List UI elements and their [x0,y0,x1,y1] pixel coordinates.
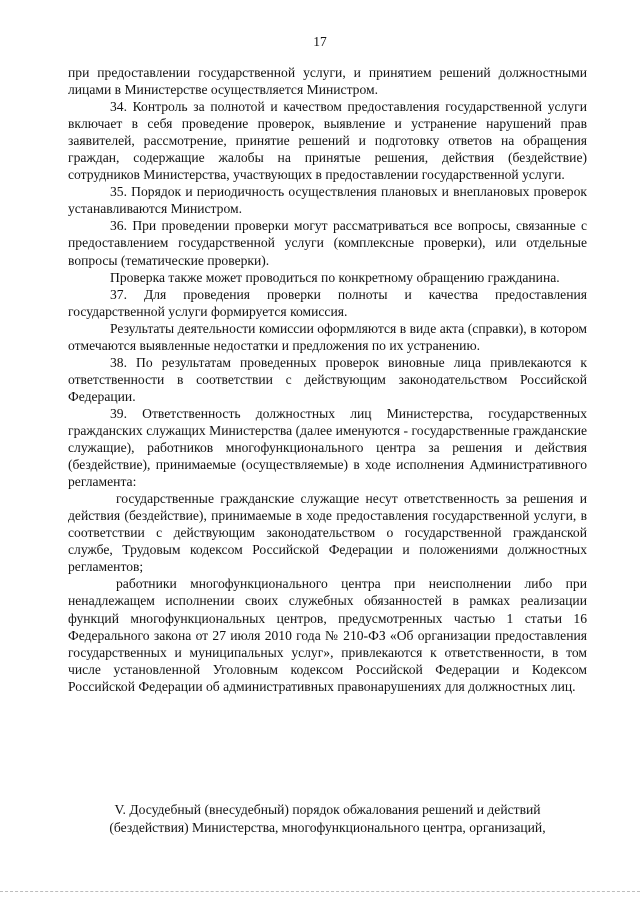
document-body [68,64,587,695]
page-number: 17 [313,34,327,49]
paragraph-37: 37. Для проведения проверки полноты и качества предоставления государственной услуги формируется комиссия. [68,286,587,319]
paragraph-35: 35. Порядок и периодичность осуществления плановых и внеплановых проверок устанавливаются Министром. [68,184,587,217]
paragraph-37-results: Результаты деятельности комиссии оформляются в виде акта (справки), в котором отмечаются выявленные недостатки и предложения по их устранению. [68,320,587,353]
paragraph-38: 38. По результатам проведенных проверок виновные лица привлекаются к ответственности в соответствии с действующим законодательством Российской Федерации. [68,354,587,404]
paragraph-39: 39. Ответственность должностных лиц Министерства, государственных гражданских служащих Министерства (далее именуются - государственные гражданские служащие), работников многофункционального центра за решения и действия (бездействие), принимаемые (осуществляемые) в ходе исполнения Административного регламента: [68,405,587,490]
paragraph-36-note: Проверка также может проводиться по конкретному обращению гражданина. [110,269,560,285]
paragraph-34: 34. Контроль за полнотой и качеством предоставления государственной услуги включает в себя проведение проверок, выявление и устранение нарушений прав заявителей, рассмотрение, принятие решений и подготовку ответов на обращения граждан, содержащие жалобы на принятые решения, действия (бездействие) сотрудников Министерства, участвующих в предоставлении государственной услуги. [68,99,587,183]
paragraph-continuation: при предоставлении государственной услуги, и принятием решений должностными лицами в Министерстве осуществляется Министром. [68,65,587,98]
section-heading-line: V. Досудебный (внесудебный) порядок обжалования решений и действий [114,802,541,817]
section-heading [68,801,587,836]
section-heading-line: (бездействия) Министерства, многофункционального центра, организаций, [109,819,546,835]
paragraph-36: 36. При проведении проверки могут рассматриваться все вопросы, связанные с предоставлением государственной услуги (комплексные проверки), или отдельные вопросы (тематические проверки). [68,218,587,268]
paragraph-39-civil-servants: государственные гражданские служащие несут ответственность за решения и действия (бездействие), принимаемые в ходе предоставления государственной услуги, в соответствии с действующим законодательством о государственной гражданской службе, Трудовым кодексом Российской Федерации и положениями должностных регламентов; [68,491,587,575]
bottom-divider [0,891,640,892]
paragraph-39-mfc-workers: работники многофункционального центра при неисполнении либо при ненадлежащем исполнении своих служебных обязанностей в рамках реализации функций многофункциональных центров, предусмотренных частью 1 статьи 16 Федерального закона от 27 июля 2010 года № 210-ФЗ «Об организации предоставления государственных и муниципальных услуг», привлекаются к ответственности, в том числе установленной Уголовным кодексом Российской Федерации и Кодексом Российской Федерации об административных правонарушениях для должностных лиц. [68,576,587,694]
